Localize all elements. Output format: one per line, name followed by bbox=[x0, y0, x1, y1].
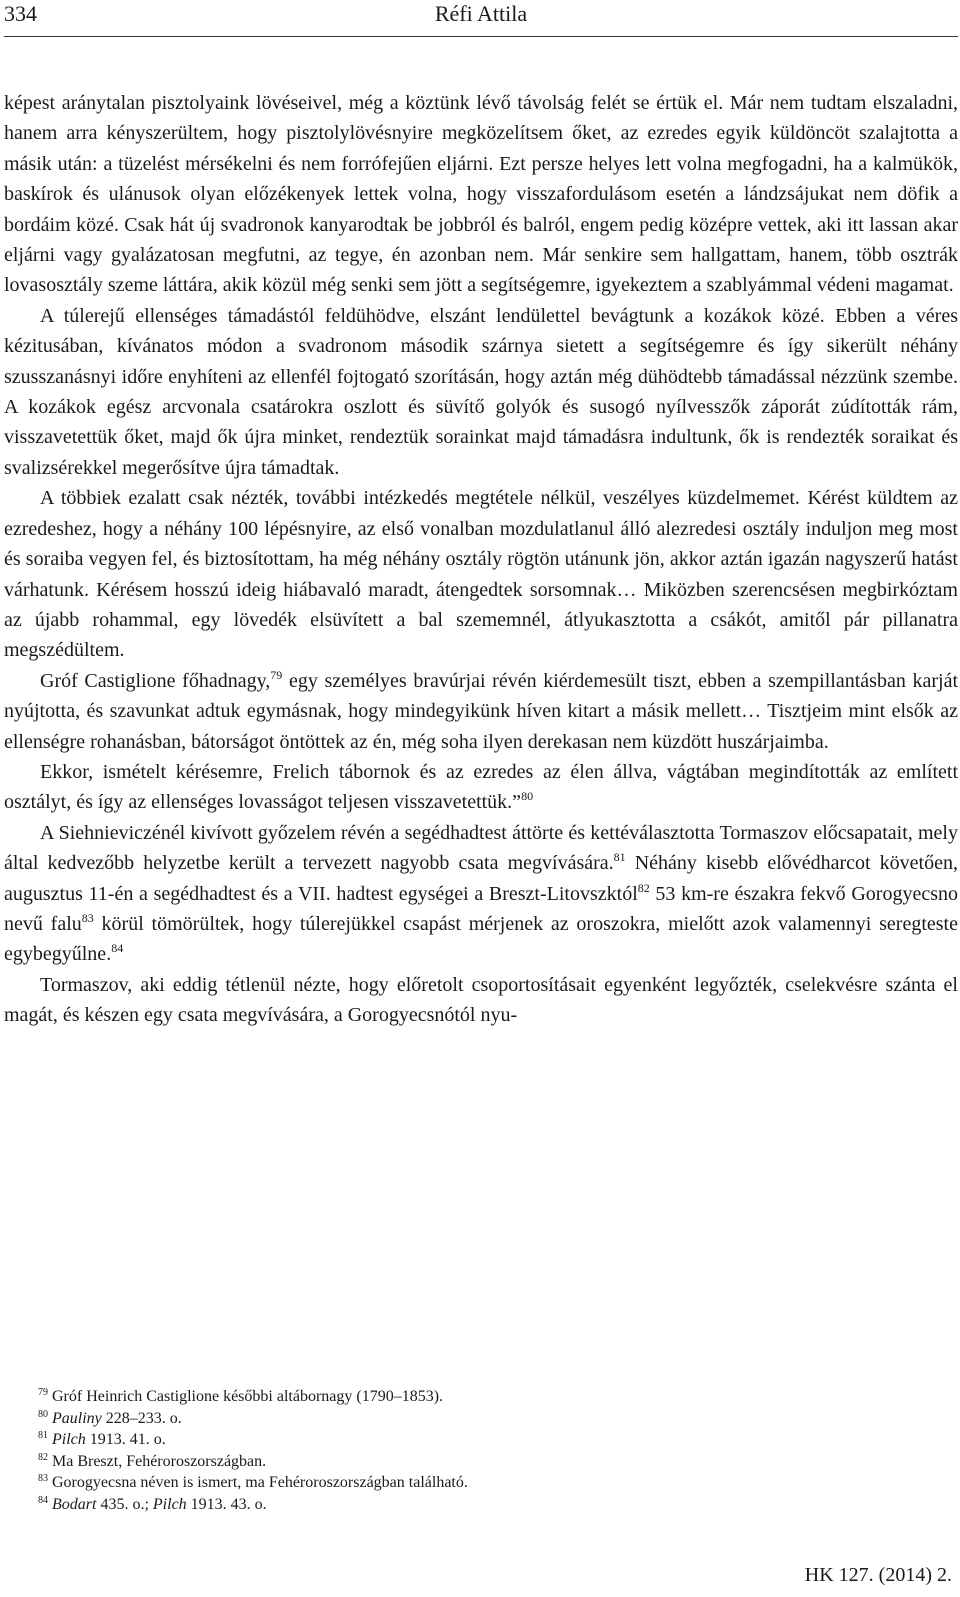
footnote bbox=[38, 1451, 938, 1473]
footnote-marker[interactable]: 82 bbox=[637, 880, 650, 895]
footnote-number: 79 bbox=[38, 1387, 48, 1398]
paragraph-text: 53 km-re északra fekvő Gorogyecsno nevű falu bbox=[4, 882, 958, 935]
paragraph-text: A többiek ezalatt csak nézték, további intézkedés megtétele nélkül, veszélyes küzdelmemet. Kérést küldtem az ezredeshez, hogy a néhány 100 lépésnyire, az első vonalban mozdulatlanul álló alezredesi osztály induljon meg most és soraiba vegyen fel, és biztosítottam, ha még néhány osztály rögtön utánunk jön, akkor aztán igazán nagyszerű hatást várhatunk. Kérésem hosszú ideig hiábavaló maradt, átengedtek sorsomnak… Miközben szerencsésen megbirkóztam az újabb rohammal, egy lövedék elsüvített a bal szememnél, átlyukasztotta a csákót, amitől pár pillanatra megszédültem. bbox=[4, 487, 958, 662]
paragraph-text: A túlerejű ellenséges támadástól feldühödve, elszánt lendülettel bevágtunk a kozákok közé. Ebben a véres kézitusában, kívánatos módon a svadronom második szárnya sietett a segítségemre és így sikerült néhány szusszanásnyi időre enyhíteni az ellenfél fojtogató szorításán, hogy aztán még dühödtebb támadással nézzünk szembe. A kozákok egész arcvonala csatárokra oszlott és süvítő golyók és susogó nyílvesszők záporát zúdították rám, visszavetettük őket, majd ők újra minket, rendeztük sorainkat majd támadásra indultunk, ők is rendezték soraikat és svalizsérekkel megerősítve újra támadtak. bbox=[4, 304, 958, 479]
paragraph-text: Ekkor, ismételt kérésemre, Frelich tábornok és az ezredes az élen állva, vágtában megindították az említett osztályt, és így az ellenséges lovasságot teljesen visszavetettük.” bbox=[4, 760, 958, 814]
footnote-marker[interactable]: 81 bbox=[613, 850, 626, 865]
footnote-marker[interactable]: 84 bbox=[111, 941, 124, 956]
paragraph-text: Néhány kisebb elővédharcot követően, augusztus 11-én a segédhadtest és a VII. hadtest egységei a Breszt-Litovszktól bbox=[4, 852, 958, 905]
paragraph-text: képest aránytalan pisztolyaink lövéseivel, még a köztünk lévő távolság felét se értük el. Már nem tudtam elszaladni, hanem arra kényszerültem, hogy pisztolylövésnyire megközelítsem őket, az ezredes egyik küldöncöt szalajtotta a másik után: a tüzelést mérsékelni és nem forrófejűen eljárni. Ezt persze helyes lett volna megfogadni, ha a kalmükök, baskírok és ulánusok olyan előzékenyek lettek volna, hogy visszafordulásom esetén a lándzsájukat nem döfik a bordáim közé. Csak hát új svadronok kanyarodtak be jobbról és balról, engem pedig középre vettek, aki itt lassan akar eljárni vagy gyalázatosan megfutni, az tegye, én azonban nem. Már senkire sem hallgattam, hanem, több osztrák lovasosztály szeme láttára, akik közül még senki sem jött a segítségemre, igyekeztem a szablyámmal védeni magamat. bbox=[4, 92, 958, 297]
footnote bbox=[38, 1408, 938, 1430]
running-title: Réfi Attila bbox=[434, 1, 528, 26]
paragraph bbox=[4, 970, 958, 1031]
footnote-number: 80 bbox=[38, 1408, 48, 1420]
footnote-number: 81 bbox=[38, 1430, 48, 1442]
footnote bbox=[38, 1494, 938, 1516]
footnote bbox=[38, 1472, 938, 1494]
paragraph bbox=[4, 88, 958, 301]
paragraph-text: Gróf Castiglione főhadnagy, bbox=[40, 669, 271, 692]
footnote-text: 1913. 41. o. bbox=[85, 1431, 166, 1449]
footnote-text: 435. o.; bbox=[96, 1495, 153, 1513]
paragraph bbox=[4, 483, 958, 665]
paragraph-text: egy személyes bravúrjai révén kiérdemesült tiszt, ebben a szempillantásban karját nyújtotta, és szavunkat adtuk egymásnak, hogy mindegyikünk híven kitart a másik mellett… Tisztjeim mint elsők az ellenségre rohanásban, bátorságot öntöttek az én, még soha ilyen derekasan nem küzdött huszárjaimba. bbox=[4, 669, 958, 753]
footnote-author: Bodart bbox=[52, 1495, 97, 1513]
footnote-text: 1913. 43. o. bbox=[186, 1495, 267, 1513]
paragraph bbox=[4, 818, 958, 970]
footnote-marker[interactable]: 83 bbox=[81, 910, 94, 925]
paragraph-text: A Siehnieviczénél kivívott győzelem révén a segédhadtest áttörte és kettéválasztotta Tormaszov előcsapatait, mely által kedvezőbb helyzetbe került a tervezett nagyobb csata megvívására. bbox=[4, 821, 958, 875]
footnote-number: 82 bbox=[38, 1451, 48, 1463]
main-text bbox=[4, 88, 958, 1031]
paragraph bbox=[4, 301, 958, 483]
paragraph bbox=[4, 666, 958, 757]
footnotes bbox=[38, 1386, 938, 1516]
footnote-marker[interactable]: 79 bbox=[270, 667, 283, 682]
journal-reference: HK 127. (2014) 2. bbox=[804, 1564, 952, 1586]
footnote-text: Gróf Heinrich Castiglione későbbi altábornagy (1790–1853). bbox=[52, 1388, 444, 1405]
footnote-number: 83 bbox=[38, 1473, 48, 1485]
footnote bbox=[38, 1386, 938, 1408]
footnote-number: 84 bbox=[38, 1494, 48, 1506]
footnote bbox=[38, 1429, 938, 1451]
page-header bbox=[4, 0, 958, 37]
paragraph-text: körül tömörültek, hogy túlerejükkel csapást mérjenek az oroszokra, mielőtt azok valamennyi seregteste egybegyűlne. bbox=[4, 912, 958, 966]
footnote-marker[interactable]: 80 bbox=[521, 789, 534, 804]
paragraph bbox=[4, 757, 958, 818]
footnote-text: 228–233. o. bbox=[101, 1409, 182, 1427]
footnote-text: Gorogyecsna néven is ismert, ma Fehéroroszországban található. bbox=[52, 1474, 468, 1492]
footnote-text: Ma Breszt, Fehéroroszországban. bbox=[52, 1452, 267, 1470]
page-number: 334 bbox=[4, 1, 37, 26]
paragraph-text: Tormaszov, aki eddig tétlenül nézte, hogy előretolt csoportosításait egyenként legyőzték, cselekvésre szánta el magát, és készen egy csata megvívására, a Gorogyecsnótól nyu- bbox=[4, 973, 958, 1027]
footnote-author: Pilch bbox=[52, 1431, 86, 1449]
footnote-author: Pilch bbox=[152, 1495, 187, 1513]
footnote-author: Pauliny bbox=[52, 1409, 102, 1427]
